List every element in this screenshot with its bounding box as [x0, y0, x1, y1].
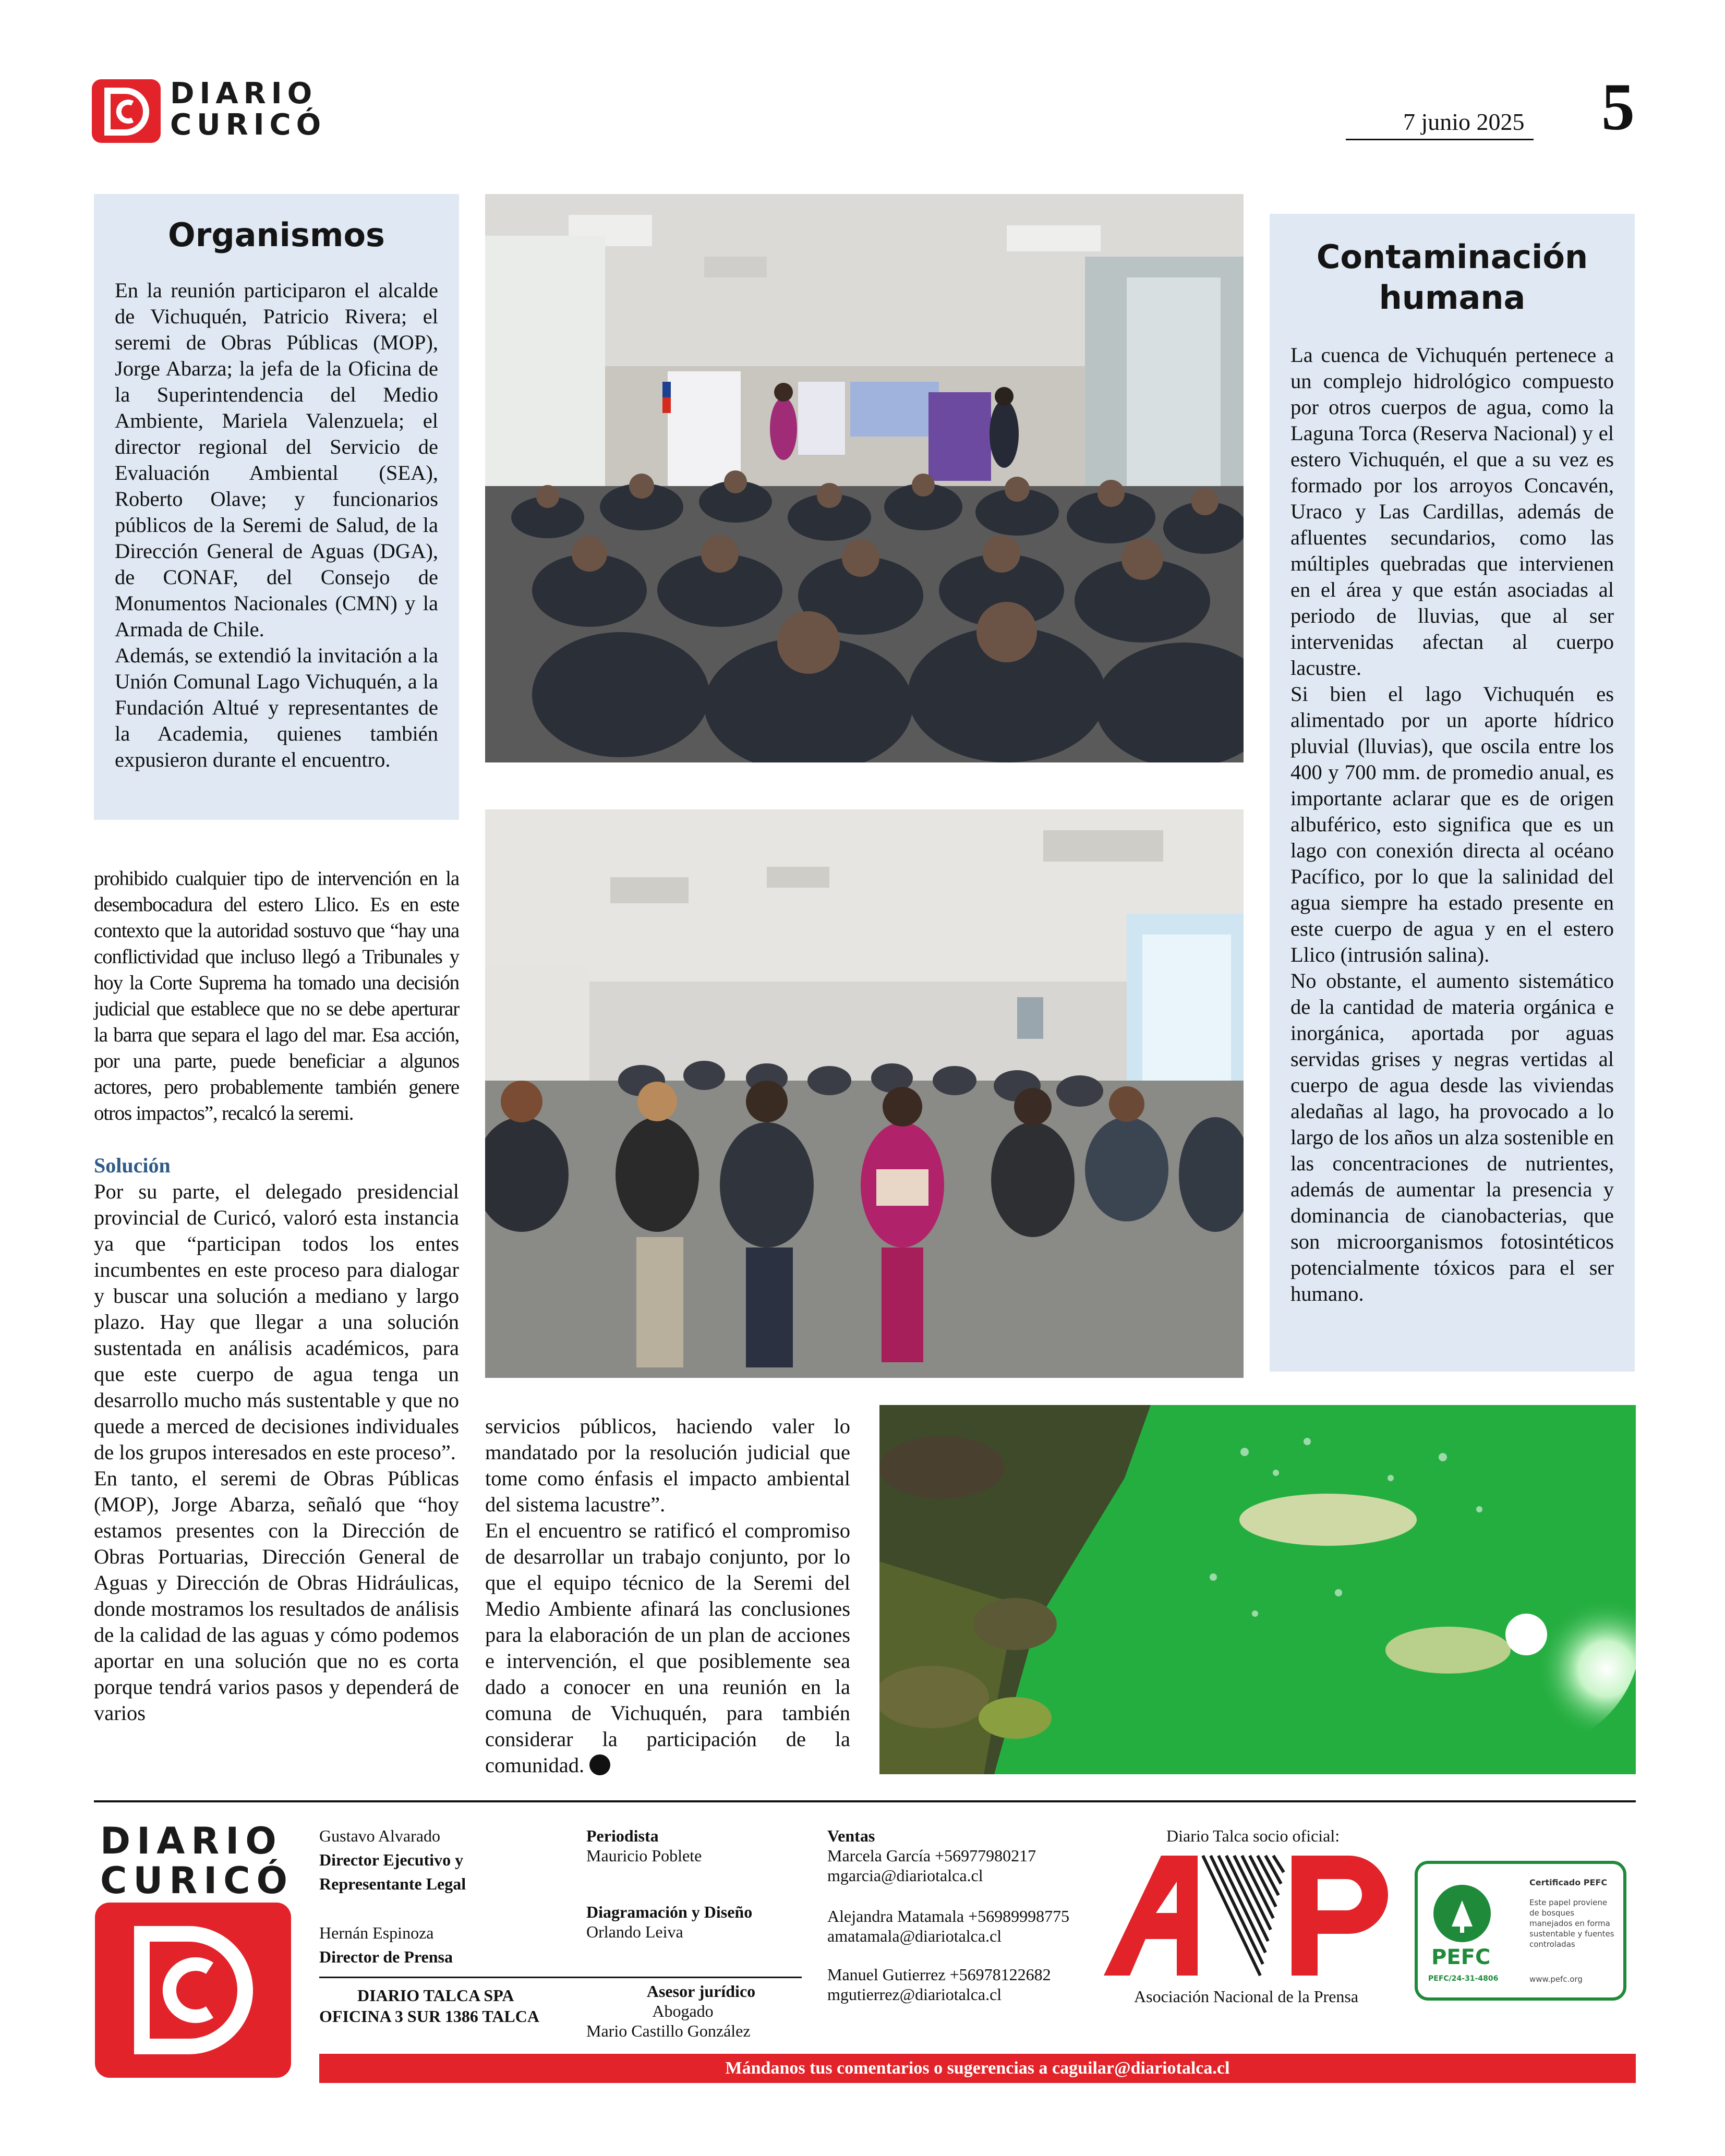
- article-paragraph-text: En el encuentro se ratificó el compromiso de desarrollar un trabajo conjunto, por lo que el equipo técnico de la Seremi del Medio Ambiente afinará las conclusiones para la elaboración de un plan de acciones e intervención, el que posiblemente sea dado a conocer en una reunión en la comuna de Vichuquén, para también considerar la participación de la comunidad.: [485, 1519, 850, 1777]
- anp-caption: Asociación Nacional de la Prensa: [1134, 1987, 1359, 2006]
- meeting-photo-illustration: [485, 194, 1244, 762]
- article-paragraph: Por su parte, el delegado presidencial provincial de Curicó, valoró esta instancia ya que “participan todos los entes incumbentes en este proceso para dialogar y buscar una solución a mediano y largo plazo. Hay que llegar a una solución sustentada en análisis académicos, para que este cuerpo de agua tenga un desarrollo mucho más sustentable y que no quede a merced de decisiones individuales de los grupos interesados en este proceso”.: [94, 1180, 459, 1464]
- article-column-2: [485, 1413, 850, 1778]
- footer-mid-rule: [319, 1977, 802, 1978]
- contaminacion-paragraph: La cuenca de Vichuquén pertenece a un complejo hidrológico compuesto por otros cuerpos de agua, como la Laguna Torca (Reserva Nacional) y el estero Vichuquén, el que a su vez es formado por los arroyos Concavén, Uraco y Las Cardillas, además de afluentes secundarios, como las múltiples quebradas que intervienen en el área y que están asociadas al periodo de lluvias, que al ser intervenidas afectan al cuerpo lacustre.: [1290, 343, 1614, 680]
- contaminacion-paragraph: No obstante, el aumento sistemático de la cantidad de materia orgánica e inorgánica, aportada por aguas servidas grises y negras vertidas al cuerpo de agua desde las viviendas aledañas al lago, ha provocado a lo largo de los años un alza sostenible en las concentraciones de nutrientes, además de aumentar la presencia y dominancia de cianobacterias, que son microorganismos fotosintéticos potencialmente tóxicos para el ser humano.: [1290, 969, 1614, 1305]
- pefc-text: Este papel proviene de bosques manejados en forma sustentable y fuentes controladas: [1529, 1898, 1614, 1949]
- staff-name-2: Hernán Espinoza: [319, 1923, 434, 1942]
- staff-role-1a: Director Ejecutivo y: [319, 1850, 464, 1869]
- footer-logo-line1: DIARIO: [100, 1820, 283, 1862]
- article-paragraph: servicios públicos, haciendo valer lo mandatado por la resolución judicial que tome como énfasis el impacto ambiental del sistema lacustre”.: [485, 1414, 850, 1516]
- pefc-badge: [1415, 1861, 1626, 2001]
- company-line1: DIARIO TALCA SPA: [357, 1986, 514, 2005]
- ventas-email-1[interactable]: mgarcia@diariotalca.cl: [827, 1866, 983, 1885]
- logo-line2: CURICÓ: [170, 108, 327, 142]
- organismos-body: [115, 277, 438, 773]
- organismos-paragraph: En la reunión participaron el alcalde de Vichuquén, Patricio Rivera; el seremi de Obras Públicas (MOP), Jorge Abarza; la jefa de la Oficina de la Superintendencia del Medio Ambiente, Mariela Valenzuela; el director regional del Servicio de Evaluación Ambiental (SEA), Roberto Olave; y funcionarios públicos de la Seremi de Salud, de la Dirección General de Aguas (DGA), de CONAF, del Consejo de Monumentos Nacionales (CMN) y la Armada de Chile.: [115, 278, 438, 641]
- ventas-name-2: Alejandra Matamala +56989998775: [827, 1907, 1070, 1925]
- diagramacion-label: Diagramación y Diseño: [586, 1903, 753, 1921]
- pefc-wordmark: PEFC: [1431, 1945, 1491, 1969]
- contaminacion-paragraph: Si bien el lago Vichuquén es alimentado por un aporte hídrico pluvial (lluvias), que oscila entre los 400 y 700 mm. de promedio anual, es importante aclarar que es de origen albuférico, esto significa que es un lago con conexión directa al océano Pacífico, por lo que la salinidad del agua siempre ha estado presente en este cuerpo de agua y en el estero Llico (intrusión salina).: [1290, 682, 1614, 966]
- contaminacion-box: [1270, 214, 1635, 1372]
- staff-name-1: Gustavo Alvarado: [319, 1826, 440, 1845]
- ventas-label: Ventas: [827, 1826, 875, 1845]
- logo-mark: [92, 79, 161, 143]
- footer-logo-d-icon: [95, 1903, 291, 2078]
- pefc-url[interactable]: www.pefc.org: [1529, 1975, 1583, 1984]
- organismos-title: Organismos: [168, 216, 385, 254]
- article-paragraph: En tanto, el seremi de Obras Públicas (MOP), Jorge Abarza, señaló que “hoy estamos presentes con la Dirección de Obras Portuarias, Dirección General de Aguas y Dirección de Obras Hidráulicas, donde mostramos los resultados de análisis de la calidad de las aguas y cómo podemos aportar en una solución que no es corta porque tendrá varios pasos y dependerá de varios: [94, 1467, 459, 1725]
- footer-top-rule: [94, 1800, 1636, 1802]
- periodista-name: Mauricio Poblete: [586, 1846, 702, 1865]
- article-subhead: Solución: [94, 1154, 171, 1177]
- logo-line1: DIARIO: [170, 77, 318, 111]
- contaminacion-body: [1290, 342, 1614, 1307]
- ventas-name-3: Manuel Gutierrez +56978122682: [827, 1965, 1051, 1984]
- footer-logo-mark: [95, 1903, 291, 2078]
- ventas-name-1: Marcela García +56977980217: [827, 1846, 1036, 1865]
- contaminacion-title-line2: humana: [1379, 278, 1526, 317]
- date-underline: [1346, 139, 1534, 140]
- logo-d-icon: [92, 79, 161, 143]
- ventas-email-3[interactable]: mgutierrez@diariotalca.cl: [827, 1985, 1002, 2004]
- pefc-tree-icon: [1433, 1885, 1491, 1942]
- staff-role-1b: Representante Legal: [319, 1874, 466, 1893]
- contaminacion-title-line1: Contaminación: [1316, 238, 1588, 276]
- organismos-paragraph: Además, se extendió la invitación a la Unión Comunal Lago Vichuquén, a la Fundación Altué y representantes de la Academia, quienes también expusieron durante el encuentro.: [115, 644, 438, 771]
- page-number: 5: [1601, 70, 1635, 144]
- company-line2: OFICINA 3 SUR 1386 TALCA: [319, 2007, 539, 2026]
- algae-photo-illustration: [879, 1405, 1636, 1774]
- periodista-label: Periodista: [586, 1826, 659, 1845]
- asesor-name: Mario Castillo González: [586, 2021, 751, 2040]
- photo-algae-water: [879, 1405, 1636, 1774]
- pefc-code: PEFC/24-31-4806: [1428, 1975, 1499, 1983]
- diagramacion-name: Orlando Leiva: [586, 1922, 683, 1941]
- photo-meeting-presentation: [485, 194, 1244, 762]
- asesor-label: Asesor jurídico: [646, 1982, 756, 2001]
- end-mark-icon: [589, 1754, 610, 1775]
- anp-logo-icon: [1104, 1850, 1406, 1981]
- feedback-banner[interactable]: [319, 2054, 1636, 2083]
- pefc-tree-glyph: [1433, 1885, 1491, 1942]
- pefc-title: Certificado PEFC: [1529, 1878, 1608, 1887]
- audience-photo-illustration: [485, 809, 1244, 1378]
- feedback-banner-text: Mándanos tus comentarios o sugerencias a caguilar@diariotalca.cl: [725, 2058, 1230, 2078]
- organismos-box: [94, 194, 459, 820]
- socio-label: Diario Talca socio oficial:: [1166, 1826, 1340, 1845]
- article-paragraph: prohibido cualquier tipo de intervención en la desembocadura del estero Llico. Es en este contexto que la autoridad sostuvo que “hay una conflictividad que incluso llegó a Tribunales y hoy la Corte Suprema ha tomado una decisión judicial que establece que no se debe aperturar la barra que separa el lago del mar. Esa acción, por una parte, puede beneficiar a algunos actores, pero probablemente también genere otros impactos”, recalcó la seremi.: [94, 867, 459, 1124]
- staff-role-2: Director de Prensa: [319, 1947, 453, 1966]
- issue-date: 7 junio 2025: [1403, 108, 1525, 135]
- footer-logo-line2: CURICÓ: [100, 1859, 294, 1902]
- photo-meeting-audience: [485, 809, 1244, 1378]
- anp-logo: [1104, 1850, 1406, 1981]
- article-paragraph: [485, 1518, 850, 1778]
- ventas-email-2[interactable]: amatamala@diariotalca.cl: [827, 1927, 1002, 1945]
- article-column-1: [94, 866, 459, 1726]
- asesor-role: Abogado: [652, 2002, 714, 2020]
